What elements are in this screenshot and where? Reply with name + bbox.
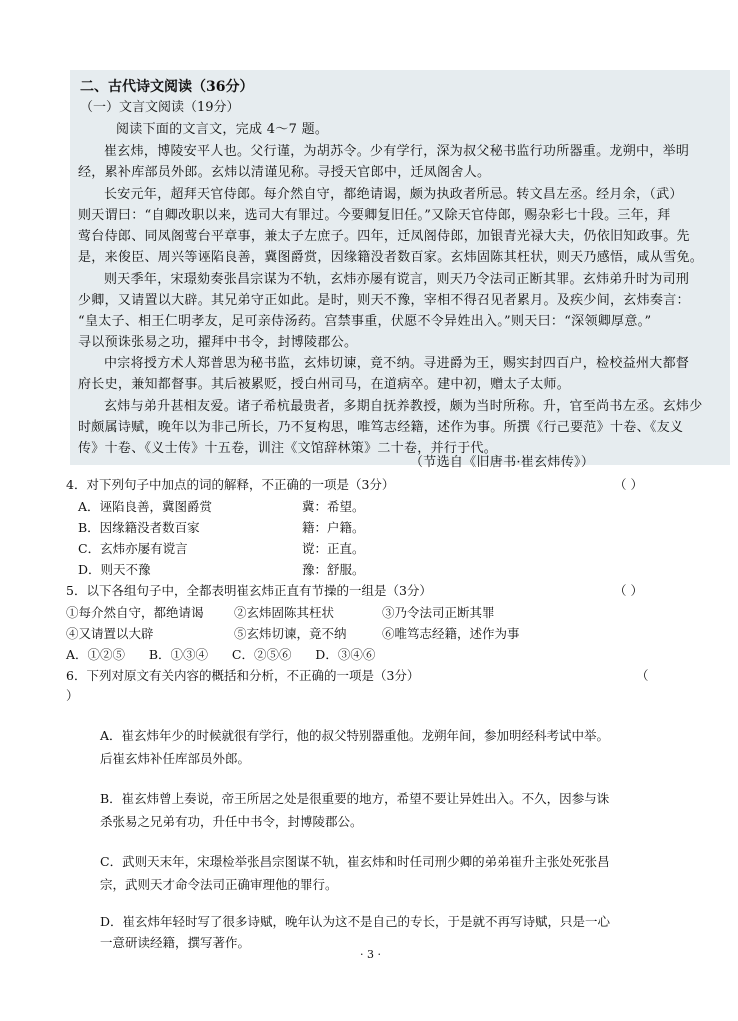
q6-option-a: A．崔玄炜年少的时候就很有学行，他的叔父特别器重他。龙朔年间，参加明经科考试中举。 xyxy=(100,728,610,743)
q5-item-2: ②玄炜固陈其枉状 xyxy=(234,605,335,620)
q6-option-c-cont: 宗，武则天才命令法司正确审理他的罪行。 xyxy=(100,877,338,892)
passage-line: “皇太子、相王仁明孝友，足可亲侍汤药。宫禁事重，伏愿不令异姓出入。”则天曰：“深领卿厚意。” xyxy=(78,314,652,329)
q4-option-d: D．则天不豫 xyxy=(78,562,151,577)
q5-item-3: ③乃令法司正断其罪 xyxy=(382,605,495,620)
page-number: · 3 · xyxy=(360,948,381,961)
passage-line: 玄炜与弟升甚相友爱。诸子希杭最贵者，多期自抚养教授，颇为当时所称。升，官至尚书左丞。玄炜少 xyxy=(104,399,703,414)
q6-option-b: B．崔玄炜曾上奏说，帝王所居之处是很重要的地方，希望不要让异姓出入。不久，因参与诛 xyxy=(100,791,610,806)
section-title: 二、古代诗文阅读（36分） xyxy=(80,79,254,95)
subsection-title: （一）文言文阅读（19分） xyxy=(80,100,240,115)
passage-line: 经，累补库部员外郎。玄炜以清谨见称。寻授天官郎中，迁凤阁舍人。 xyxy=(78,165,491,180)
q6-option-d-cont: 一意研读经籍，撰写著作。 xyxy=(100,935,251,950)
q4-option-c: C．玄炜亦屡有谠言 xyxy=(78,541,188,556)
passage-line: 莺台侍郎、同凤阁莺台平章事，兼太子左庶子。四年，迁凤阁侍郎，加银青光禄大夫，仍依旧知政事。先 xyxy=(78,229,690,244)
q6-option-d: D．崔玄炜年轻时写了很多诗赋，晚年认为这不是自己的专长，于是就不再写诗赋，只是一心 xyxy=(100,914,611,929)
passage-line: 崔玄炜，博陵安平人也。父行谨，为胡苏令。少有学行，深为叔父秘书监行功所器重。龙朔中，举明 xyxy=(104,144,690,159)
passage-line: 府长史，兼知都督事。其后被累贬，授白州司马，在道病卒。建中初，赠太子太师。 xyxy=(78,377,571,392)
q4-option-a: A．诬陷良善，冀图爵赏 xyxy=(78,499,213,514)
q6-option-b-cont: 杀张易之兄弟有功，升任中书令，封博陵郡公。 xyxy=(100,814,363,829)
q4-option-b-gloss: 籍：户籍。 xyxy=(302,520,365,535)
passage-line: 寻以预诛张易之功，擢拜中书令，封博陵郡公。 xyxy=(78,335,358,350)
passage-line: 中宗将授方术人郑普思为秘书监，玄炜切谏，竟不纳。寻进爵为王，赐实封四百户，检校益州大都督 xyxy=(104,356,690,371)
passage-line: 传》十卷、《义士传》十五卷，训注《文馆辞林策》二十卷，并行于代。 xyxy=(78,441,498,456)
q5-item-1: ①每介然自守，都绝请谒 xyxy=(66,605,204,620)
passage-line: 长安元年，超拜天官侍郎。每介然自守，都绝请谒，颇为执政者所忌。转文昌左丞。经月余，（武） xyxy=(104,187,683,202)
q6-answer-blank-open: （ xyxy=(636,668,649,683)
q4-option-c-gloss: 谠：正直。 xyxy=(302,541,365,556)
instruction: 阅读下面的文言文，完成 4～7 题。 xyxy=(116,122,329,137)
q4-option-a-gloss: 冀：希望。 xyxy=(302,499,365,514)
q4-stem: 4．对下列句子中加点的词的解释，不正确的一项是（3分） xyxy=(66,477,395,492)
q6-option-a-cont: 后崔玄炜补任库部员外郎。 xyxy=(100,751,251,766)
q5-item-4: ④又请置以大辟 xyxy=(66,626,154,641)
q5-item-6: ⑥唯笃志经籍，述作为事 xyxy=(382,626,520,641)
q4-answer-blank: （ ） xyxy=(614,477,643,492)
passage-line: 则天谓曰：“自卿改职以来，选司大有罪过。今要卿复旧任。”又除天官侍郎，赐杂彩七十段。三年，拜 xyxy=(78,208,671,223)
q5-item-5: ⑤玄炜切谏，竟不纳 xyxy=(234,626,347,641)
q5-answer-blank: （ ） xyxy=(614,583,643,598)
q6-stem: 6．下列对原文有关内容的概括和分析，不正确的一项是（3分） xyxy=(66,668,420,683)
passage-line: 则天季年，宋璟劾奏张昌宗谋为不轨，玄炜亦屡有谠言，则天乃令法司正断其罪。玄炜弟升时为司刑 xyxy=(104,272,690,287)
passage-line: 少卿，又请置以大辟。其兄弟守正如此。是时，则天不豫，宰相不得召见者累月。及疾少间，玄炜奏言： xyxy=(78,293,690,308)
passage-line: 时颇属诗赋，晚年以为非己所长，乃不复构思，唯笃志经籍，述作为事。所撰《行己要范》十卷、《友义 xyxy=(78,420,684,435)
q4-option-d-gloss: 豫：舒服。 xyxy=(302,562,365,577)
passage-source: （节选自《旧唐书·崔玄炜传》） xyxy=(410,455,595,470)
passage-line: 是，来俊臣、周兴等诬陷良善，冀图爵赏，因缘籍没者数百家。玄炜固陈其枉状，则天乃感悟，咸从雪免。 xyxy=(78,250,704,265)
q6-answer-blank-close: ） xyxy=(66,688,79,703)
q5-stem: 5．以下各组句子中，全都表明崔玄炜正直有节操的一组是（3分） xyxy=(66,583,432,598)
q5-choices: A．①②⑤ B．①③④ C．②⑤⑥ D．③④⑥ xyxy=(66,647,376,662)
q6-option-c: C．武则天末年，宋璟检举张昌宗图谋不轨，崔玄炜和时任司刑少卿的弟弟崔升主张处死张昌 xyxy=(100,854,610,869)
q4-option-b: B．因缘籍没者数百家 xyxy=(78,520,200,535)
